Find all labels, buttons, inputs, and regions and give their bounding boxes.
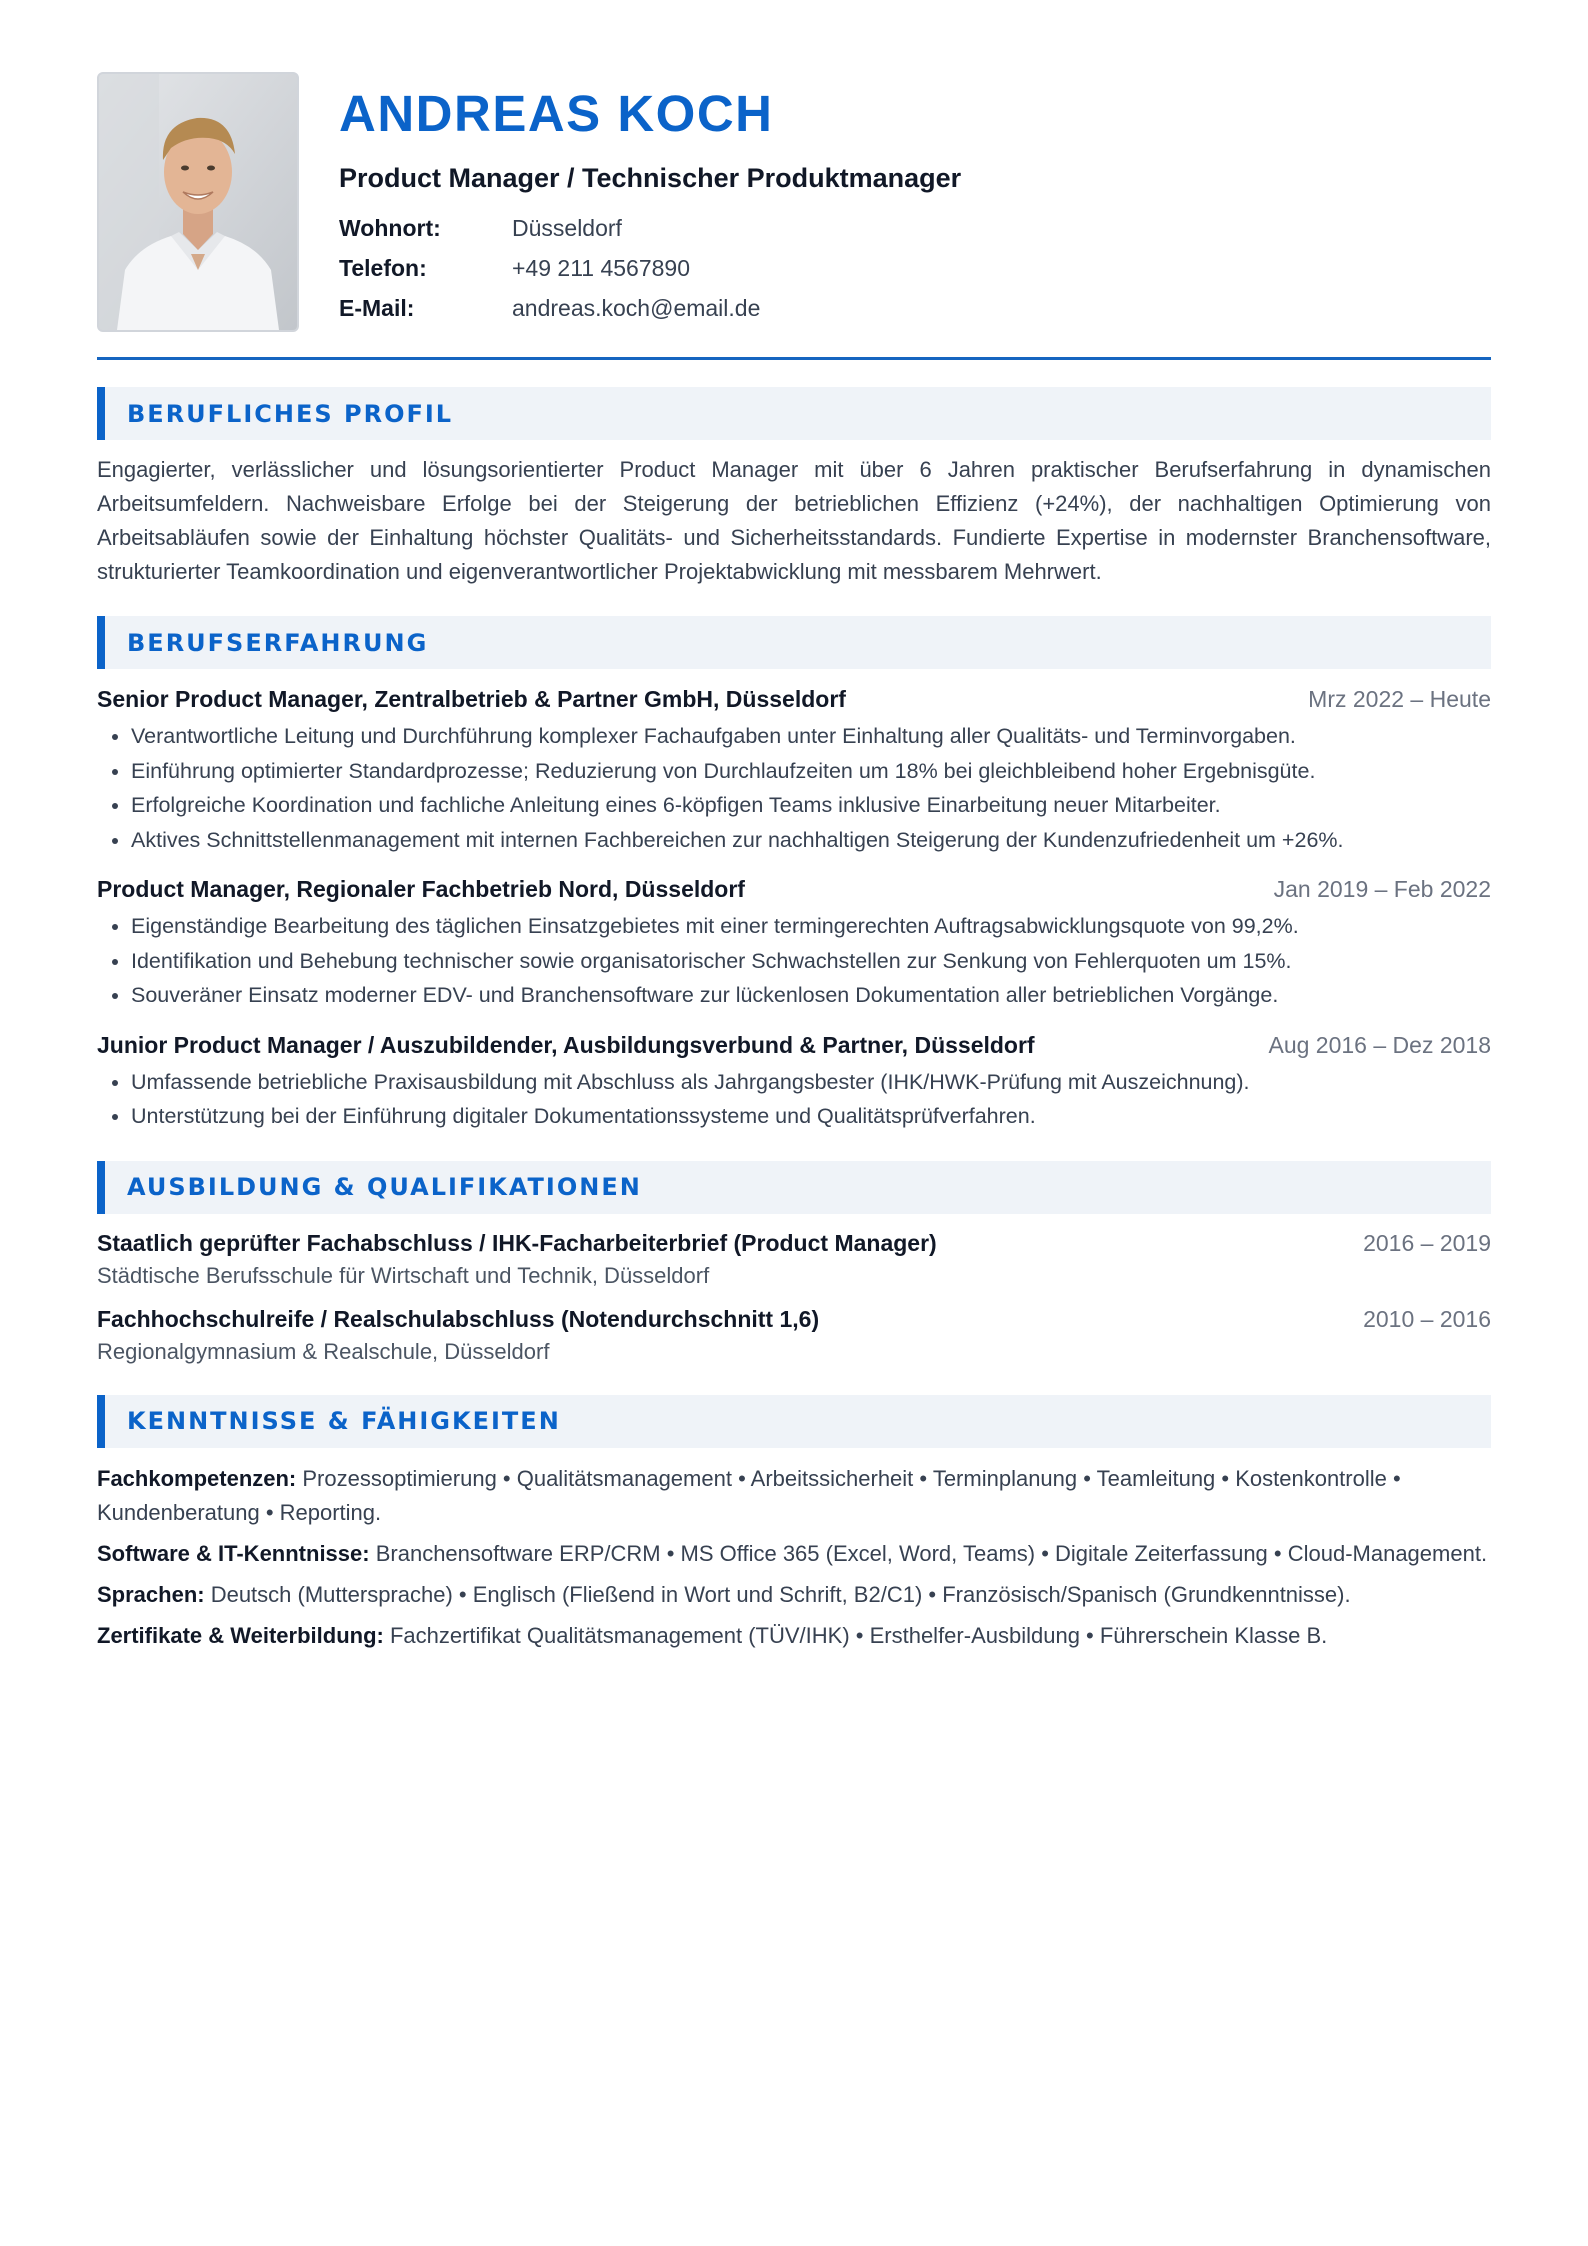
job-role: Product Manager, Regionaler Fachbetrieb Nord, Düsseldorf	[97, 876, 745, 902]
profile-photo	[97, 72, 299, 332]
job-date: Mrz 2022 – Heute	[1308, 686, 1491, 712]
job-bullets	[97, 909, 1491, 1013]
job-bullets	[97, 1065, 1491, 1134]
skill-value: Branchensoftware ERP/CRM • MS Office 365 (Excel, Word, Teams) • Digitale Zeiterfassung • Cloud-Management.	[375, 1540, 1488, 1566]
education-header	[97, 1302, 1491, 1336]
contact-value: +49 211 4567890	[512, 254, 691, 281]
skill-label: Fachkompetenzen:	[97, 1465, 303, 1491]
job-bullet: • Identifikation und Behebung technischer sowie organisatorischer Schwachstellen zur Senkung von Fehlerquoten um 15%.	[131, 944, 1491, 979]
section-heading-profile: BERUFLICHES PROFIL	[97, 387, 1491, 440]
skill-row	[97, 1462, 1491, 1530]
skill-row	[97, 1578, 1491, 1612]
job-bullet: • Einführung optimierter Standardprozesse; Reduzierung von Durchlaufzeiten um 18% bei gleichbleibend hoher Ergebnisgüte.	[131, 754, 1491, 789]
skills-list	[97, 1462, 1491, 1653]
education-entry	[97, 1226, 1491, 1292]
job-bullet: • Aktives Schnittstellenmanagement mit internen Fachbereichen zur nachhaltigen Steigerung der Kundenzufriedenheit um +26%.	[131, 823, 1491, 858]
header-info	[339, 72, 961, 328]
job-bullet: • Eigenständige Bearbeitung des täglichen Einsatzgebietes mit einer termingerechten Auftragsabwicklungsquote von 99,2%.	[131, 909, 1491, 944]
education-school: Regionalgymnasium & Realschule, Düsseldorf	[97, 1338, 550, 1364]
section-heading-education: AUSBILDUNG & QUALIFIKATIONEN	[97, 1161, 1491, 1214]
contact-row-phone	[339, 248, 961, 288]
skill-value: Deutsch (Muttersprache) • Englisch (Fließend in Wort und Schrift, B2/C1) • Französisch/Spanisch (Grundkenntnisse).	[210, 1581, 1351, 1607]
job-role: Senior Product Manager, Zentralbetrieb & Partner GmbH, Düsseldorf	[97, 686, 846, 712]
education-school: Städtische Berufsschule für Wirtschaft und Technik, Düsseldorf	[97, 1262, 710, 1288]
education-header	[97, 1226, 1491, 1260]
contact-row-location	[339, 208, 961, 248]
contact-label: E-Mail:	[339, 294, 415, 321]
job-bullets	[97, 719, 1491, 857]
job-bullet: • Erfolgreiche Koordination und fachliche Anleitung eines 6-köpfigen Teams inklusive Einarbeitung neuer Mitarbeiter.	[131, 788, 1491, 823]
job-header	[97, 1029, 1491, 1061]
job-role: Junior Product Manager / Auszubildender, Ausbildungsverbund & Partner, Düsseldorf	[97, 1031, 1035, 1058]
contact-value: andreas.koch@email.de	[512, 294, 761, 321]
contact-row-email	[339, 288, 961, 328]
job-header	[97, 873, 1491, 905]
job-bullet: • Verantwortliche Leitung und Durchführung komplexer Fachaufgaben unter Einhaltung aller Qualitäts- und Terminvorgaben.	[131, 719, 1491, 754]
job-entry	[97, 873, 1491, 1013]
job-bullet: • Umfassende betriebliche Praxisausbildung mit Abschluss als Jahrgangsbester (IHK/HWK-Prüfung mit Auszeichnung).	[131, 1065, 1491, 1100]
section-heading-skills: KENNTNISSE & FÄHIGKEITEN	[97, 1395, 1491, 1448]
education-degree: Staatlich geprüfter Fachabschluss / IHK-Facharbeiterbrief (Product Manager)	[97, 1229, 937, 1256]
education-entry	[97, 1302, 1491, 1368]
education-date: 2010 – 2016	[1363, 1305, 1491, 1332]
job-bullet: • Unterstützung bei der Einführung digitaler Dokumentationssysteme und Qualitätsprüfverfahren.	[131, 1099, 1491, 1134]
contact-label: Wohnort:	[339, 214, 441, 241]
skill-label: Sprachen:	[97, 1581, 211, 1607]
skill-row	[97, 1537, 1491, 1571]
skill-value: Fachzertifikat Qualitätsmanagement (TÜV/IHK) • Ersthelfer-Ausbildung • Führerschein Klasse B.	[389, 1622, 1328, 1648]
education-degree: Fachhochschulreife / Realschulabschluss (Notendurchschnitt 1,6)	[97, 1305, 820, 1332]
job-bullet: • Souveräner Einsatz moderner EDV- und Branchensoftware zur lückenlosen Dokumentation aller betrieblichen Vorgänge.	[131, 978, 1491, 1013]
job-entry	[97, 683, 1491, 857]
job-date: Aug 2016 – Dez 2018	[1268, 1031, 1491, 1058]
resume-header	[97, 72, 1491, 360]
job-header	[97, 683, 1491, 715]
skill-label: Zertifikate & Weiterbildung:	[97, 1622, 390, 1648]
contact-label: Telefon:	[339, 254, 427, 281]
education-date: 2016 – 2019	[1363, 1229, 1491, 1256]
skill-row	[97, 1619, 1491, 1653]
job-entry	[97, 1029, 1491, 1134]
contact-list	[339, 208, 961, 328]
skill-value: Prozessoptimierung • Qualitätsmanagement • Arbeitssicherheit • Terminplanung • Teamleitung • Kostenkontrolle • Kundenberatung • Reporting.	[97, 1465, 1401, 1525]
contact-value: Düsseldorf	[512, 214, 622, 241]
job-date: Jan 2019 – Feb 2022	[1273, 876, 1491, 902]
candidate-title: Product Manager / Technischer Produktmanager	[339, 163, 962, 193]
skill-label: Software & IT-Kenntnisse:	[97, 1540, 376, 1566]
section-heading-experience: BERUFSERFAHRUNG	[97, 616, 1491, 669]
candidate-name: ANDREAS KOCH	[339, 85, 774, 142]
profile-summary: Engagierter, verlässlicher und lösungsorientierter Product Manager mit über 6 Jahren praktischer Berufserfahrung in dynamischen Arbeitsumfeldern. Nachweisbare Erfolge bei der Steigerung der betrieblichen Effizienz (+24%), der nachhaltigen Optimierung von Arbeitsabläufen sowie der Einhaltung höchster Qualitäts- und Sicherheitsstandards. Fundierte Expertise in modernster Branchensoftware, strukturierter Teamkoordination und eigenverantwortlicher Projektabwicklung mit messbarem Mehrwert.	[97, 457, 1491, 584]
